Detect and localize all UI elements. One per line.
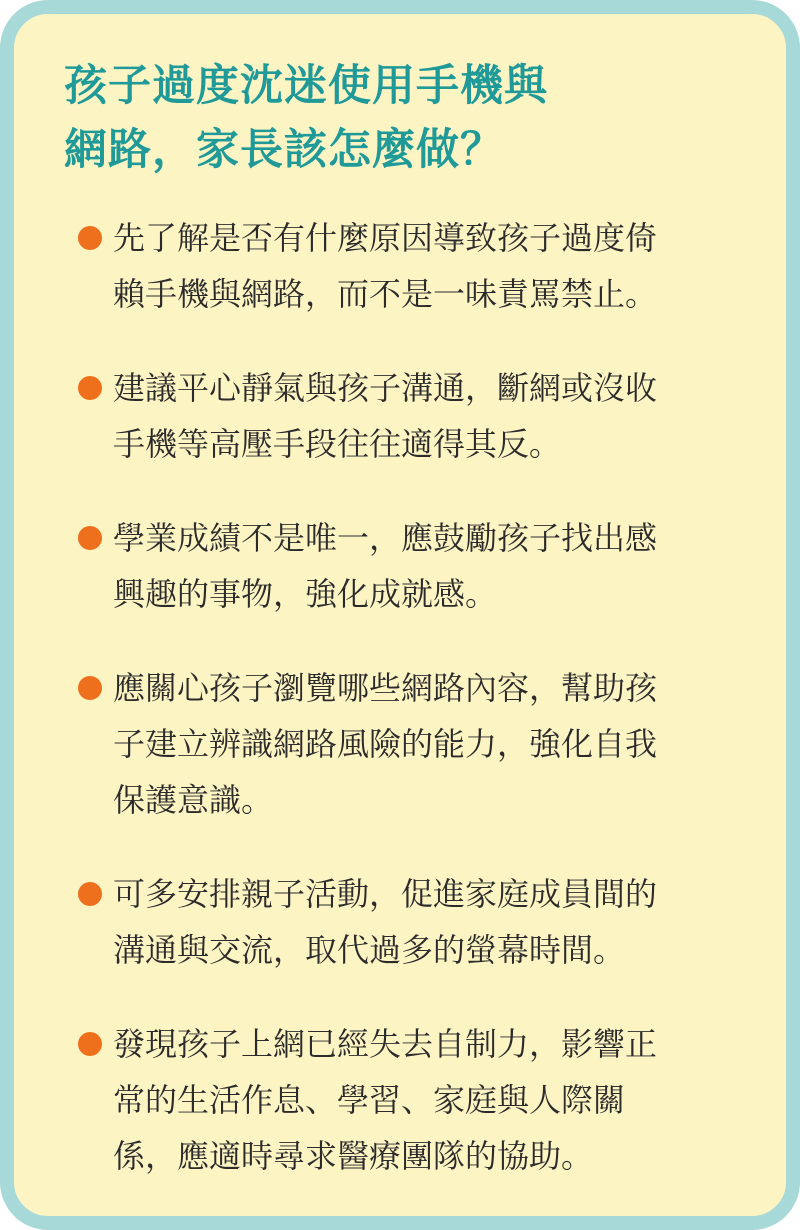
- item-text-line: 興趣的事物，強化成就感。: [113, 575, 498, 613]
- bullet-dot-icon: [78, 676, 102, 700]
- title-line: 網路，家長該怎麼做？: [64, 125, 504, 175]
- item-text-line: 發現孩子上網已經失去自制力，影響正: [113, 1025, 658, 1063]
- item-text-line: 係，應適時尋求醫療團隊的協助。: [113, 1137, 594, 1175]
- item-text-line: 常的生活作息、學習、家庭與人際關: [113, 1081, 626, 1119]
- list-item: [64, 360, 754, 472]
- item-text-line: 先了解是否有什麼原因導致孩子過度倚: [113, 219, 658, 257]
- item-text-line: 保護意識。: [113, 781, 274, 819]
- bullet-dot-icon: [78, 1032, 102, 1056]
- bullet-dot-icon: [78, 526, 102, 550]
- list-item: [64, 210, 754, 322]
- item-text-line: 手機等高壓手段往往適得其反。: [113, 425, 562, 463]
- item-text-line: 學業成績不是唯一，應鼓勵孩子找出感: [113, 519, 658, 557]
- list-item: [64, 1016, 754, 1184]
- bullet-dot-icon: [78, 882, 102, 906]
- bullet-dot-icon: [78, 376, 102, 400]
- item-text-line: 建議平心靜氣與孩子溝通，斷網或沒收: [113, 369, 658, 407]
- item-text-line: 子建立辨識網路風險的能力，強化自我: [113, 725, 658, 763]
- item-text-line: 可多安排親子活動，促進家庭成員間的: [113, 875, 658, 913]
- item-text-line: 賴手機與網路，而不是一味責罵禁止。: [113, 275, 658, 313]
- title-line: 孩子過度沈迷使用手機與: [64, 61, 548, 111]
- item-text-line: 溝通與交流，取代過多的螢幕時間。: [113, 931, 626, 969]
- list-item: [64, 866, 754, 978]
- advice-list: [64, 210, 754, 1222]
- item-text-line: 應關心孩子瀏覽哪些網路內容，幫助孩: [113, 669, 658, 707]
- list-item: [64, 660, 754, 828]
- list-item: [64, 510, 754, 622]
- card-title: [64, 54, 744, 182]
- bullet-dot-icon: [78, 226, 102, 250]
